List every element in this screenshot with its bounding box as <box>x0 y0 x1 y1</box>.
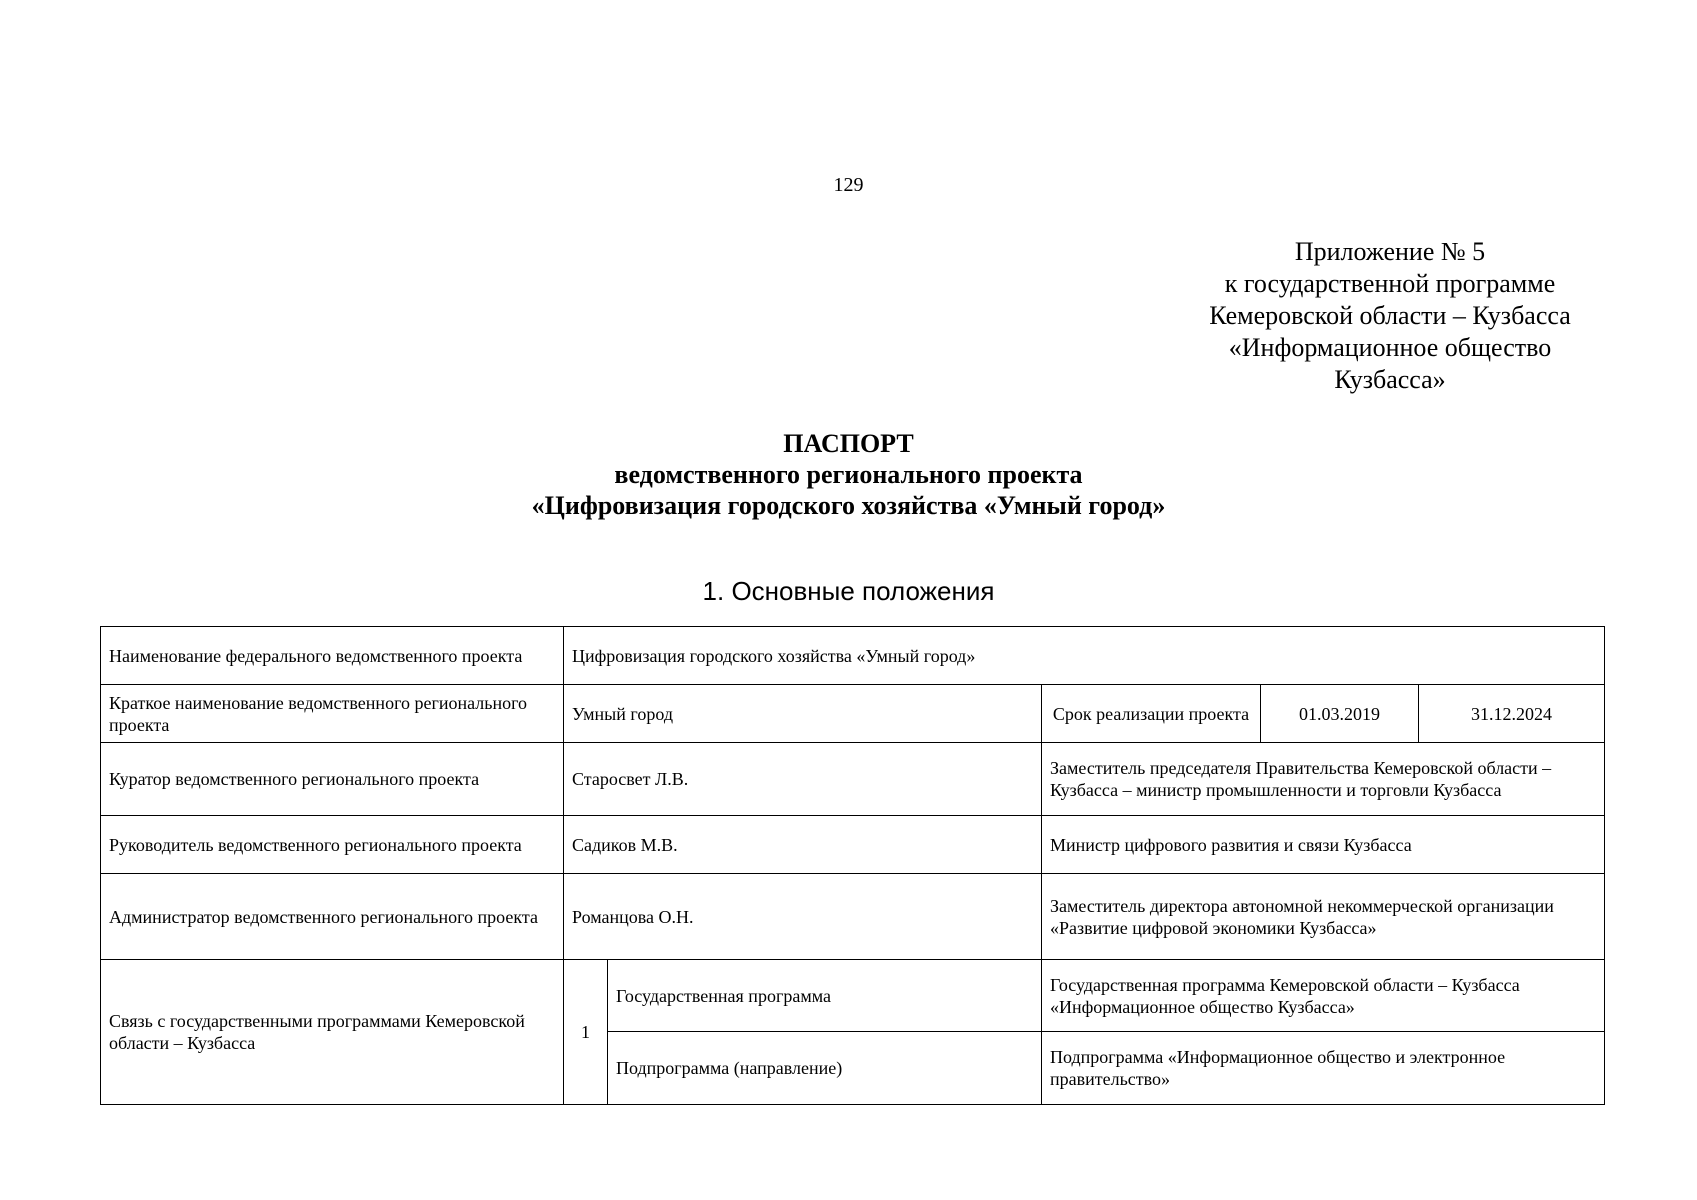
title-line-subtitle: ведомственного регионального проекта <box>614 460 1083 489</box>
program-label: Государственная программа <box>608 960 1042 1032</box>
table-row <box>101 743 1605 816</box>
program-number: 1 <box>564 960 608 1105</box>
row-label-curator: Куратор ведомственного регионального проекта <box>101 743 564 816</box>
table-row <box>101 685 1605 743</box>
end-date: 31.12.2024 <box>1419 685 1605 743</box>
curator-position: Заместитель председателя Правительства Кемеровской области – Кузбасса – министр промышленности и торговли Кузбасса <box>1042 743 1605 816</box>
appendix-caption <box>1150 236 1630 396</box>
administrator-position: Заместитель директора автономной некоммерческой организации «Развитие цифровой экономики Кузбасса» <box>1042 874 1605 960</box>
table-row <box>101 874 1605 960</box>
row-value-short-name: Умный город <box>564 685 1042 743</box>
table-row <box>101 816 1605 874</box>
term-label: Срок реализации проекта <box>1042 685 1261 743</box>
program-value: Государственная программа Кемеровской области – Кузбасса «Информационное общество Кузбасса» <box>1042 960 1605 1032</box>
document-title <box>0 428 1697 521</box>
appendix-line: Кемеровской области – Кузбасса <box>1209 301 1571 330</box>
appendix-line: к государственной программе <box>1224 269 1556 298</box>
curator-name: Старосвет Л.В. <box>564 743 1042 816</box>
head-name: Садиков М.В. <box>564 816 1042 874</box>
start-date: 01.03.2019 <box>1261 685 1419 743</box>
appendix-line: Кузбасса» <box>1334 365 1446 394</box>
appendix-line: Приложение № 5 <box>1294 237 1486 266</box>
row-label-short-name: Краткое наименование ведомственного регионального проекта <box>101 685 564 743</box>
table-row <box>101 960 1605 1032</box>
row-value-federal-project: Цифровизация городского хозяйства «Умный город» <box>564 627 1605 685</box>
subprogram-value: Подпрограмма «Информационное общество и электронное правительство» <box>1042 1032 1605 1105</box>
table-row <box>101 627 1605 685</box>
row-label-federal-project: Наименование федерального ведомственного проекта <box>101 627 564 685</box>
section-heading: 1. Основные положения <box>702 576 995 606</box>
head-position: Министр цифрового развития и связи Кузбасса <box>1042 816 1605 874</box>
row-label-programs-link: Связь с государственными программами Кемеровской области – Кузбасса <box>101 960 564 1105</box>
row-label-head: Руководитель ведомственного регионального проекта <box>101 816 564 874</box>
administrator-name: Романцова О.Н. <box>564 874 1042 960</box>
title-line-passport: ПАСПОРТ <box>783 429 914 458</box>
passport-table <box>100 626 1605 1105</box>
title-line-project-name: «Цифровизация городского хозяйства «Умный город» <box>531 491 1166 520</box>
page-number: 129 <box>833 174 864 196</box>
appendix-line: «Информационное общество <box>1228 333 1552 362</box>
subprogram-label: Подпрограмма (направление) <box>608 1032 1042 1105</box>
row-label-administrator: Администратор ведомственного регионального проекта <box>101 874 564 960</box>
